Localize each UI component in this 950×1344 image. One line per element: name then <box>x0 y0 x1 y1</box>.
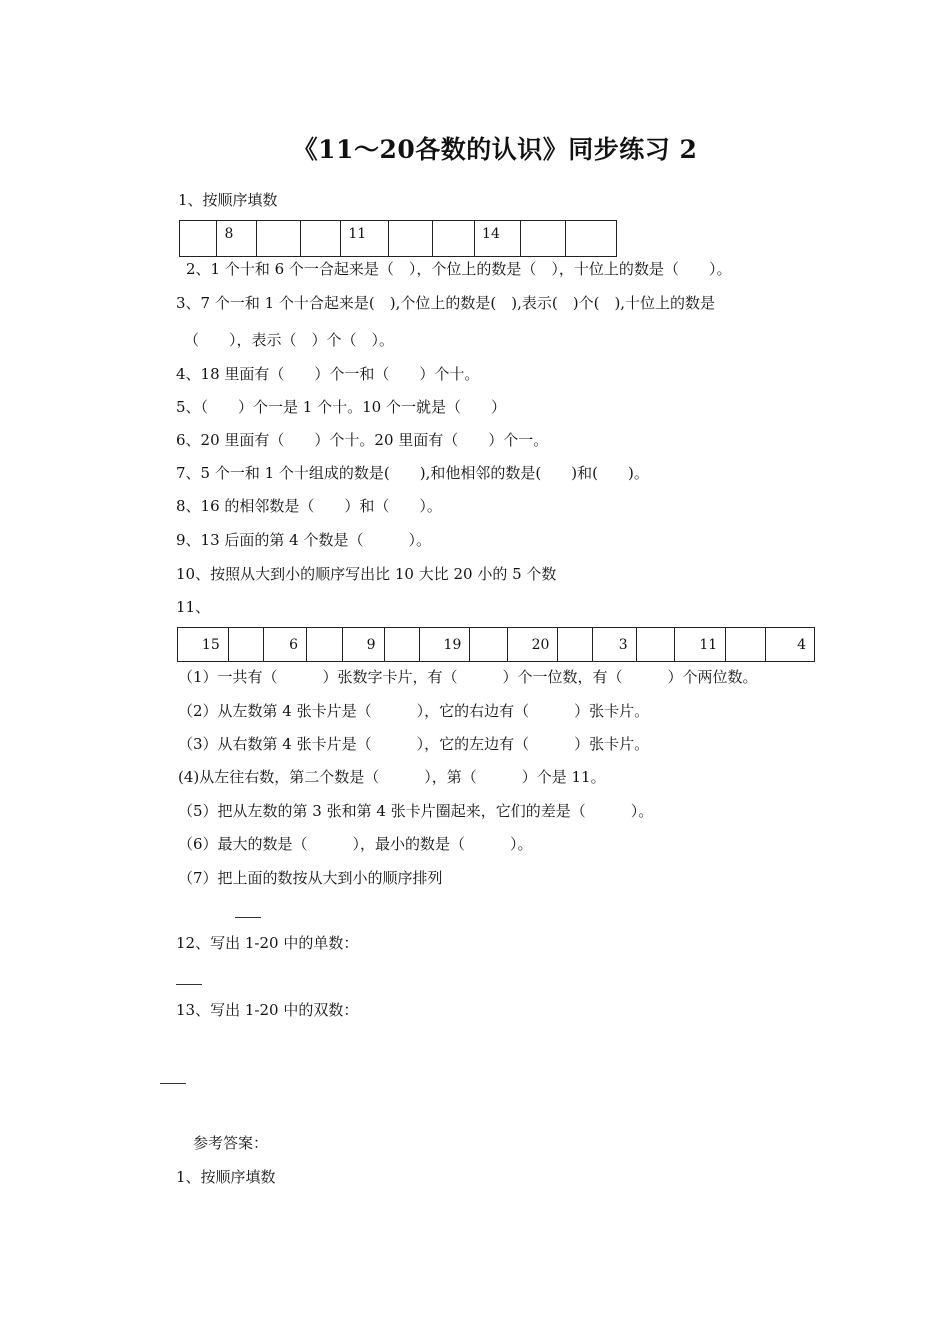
number-card: 6 <box>263 628 306 662</box>
q11-label: 11、 <box>176 598 211 616</box>
q4-text: 4、18 里面有（ ）个一和（ ）个十。 <box>176 365 480 383</box>
number-card <box>384 628 419 662</box>
number-card: 15 <box>178 628 229 662</box>
sequence-cell <box>432 221 474 257</box>
answer-underline <box>235 917 261 918</box>
sequence-cell <box>520 221 566 257</box>
answers-q1-label: 1、按顺序填数 <box>176 1168 276 1186</box>
q11-sub-3: （3）从右数第 4 张卡片是（ ），它的左边有（ ）张卡片。 <box>178 735 650 753</box>
number-card <box>636 628 675 662</box>
q11-sub-2: （2）从左数第 4 张卡片是（ ），它的右边有（ ）张卡片。 <box>178 702 650 720</box>
sequence-cell: 14 <box>475 221 521 257</box>
sequence-table <box>179 220 617 257</box>
number-card <box>726 628 765 662</box>
q2-text: 2、1 个十和 6 个一合起来是（ ），个位上的数是（ ），十位上的数是（ ）。 <box>186 260 732 278</box>
q3-text-line2: （ ），表示（ ）个（ ）。 <box>184 331 395 349</box>
sequence-cell: 8 <box>217 221 256 257</box>
sequence-cell <box>256 221 300 257</box>
page-title: 《11～20各数的认识》同步练习 2 <box>292 135 698 164</box>
number-card: 11 <box>675 628 726 662</box>
sequence-cell <box>300 221 341 257</box>
number-card <box>558 628 593 662</box>
sequence-cell: 11 <box>341 221 388 257</box>
q9-text: 9、13 后面的第 4 个数是（ ）。 <box>176 531 431 549</box>
q13-text: 13、写出 1-20 中的双数： <box>176 1001 359 1019</box>
q11-sub-5: （5）把从左数的第 3 张和第 4 张卡片圈起来，它们的差是（ ）。 <box>178 802 654 820</box>
answer-underline <box>160 1083 186 1084</box>
q11-sub-6: （6）最大的数是（ ），最小的数是（ ）。 <box>178 835 533 853</box>
q8-text: 8、16 的相邻数是（ ）和（ ）。 <box>176 497 442 515</box>
sequence-cell <box>388 221 432 257</box>
number-card <box>470 628 507 662</box>
sequence-cell <box>566 221 617 257</box>
q11-sub-7: （7）把上面的数按从大到小的顺序排列 <box>178 869 443 887</box>
q5-text: 5、（ ）个一是 1 个十。10 个一就是（ ） <box>176 398 506 416</box>
q7-text: 7、5 个一和 1 个十组成的数是( ),和他相邻的数是( )和( )。 <box>176 464 649 482</box>
number-card: 4 <box>765 628 814 662</box>
number-card <box>228 628 263 662</box>
q3-text-line1: 3、7 个一和 1 个十合起来是( ),个位上的数是( ),表示( )个( ),十位上的数是 <box>176 294 716 312</box>
q11-sub-1: （1）一共有（ ）张数字卡片，有（ ）个一位数，有（ ）个两位数。 <box>178 668 758 686</box>
number-card: 20 <box>507 628 558 662</box>
number-card-table <box>177 627 815 662</box>
q12-text: 12、写出 1-20 中的单数： <box>176 934 359 952</box>
q1-label: 1、按顺序填数 <box>178 191 278 209</box>
sequence-cell <box>180 221 217 257</box>
number-card: 19 <box>419 628 470 662</box>
number-card: 3 <box>593 628 636 662</box>
number-card: 9 <box>342 628 384 662</box>
q10-text: 10、按照从大到小的顺序写出比 10 大比 20 小的 5 个数 <box>176 565 557 583</box>
answers-heading: 参考答案： <box>193 1134 269 1152</box>
q11-sub-4: (4)从左往右数，第二个数是（ ），第（ ）个是 11。 <box>178 768 606 786</box>
answer-underline <box>176 984 202 985</box>
q6-text: 6、20 里面有（ ）个十。20 里面有（ ）个一。 <box>176 431 549 449</box>
number-card <box>307 628 343 662</box>
